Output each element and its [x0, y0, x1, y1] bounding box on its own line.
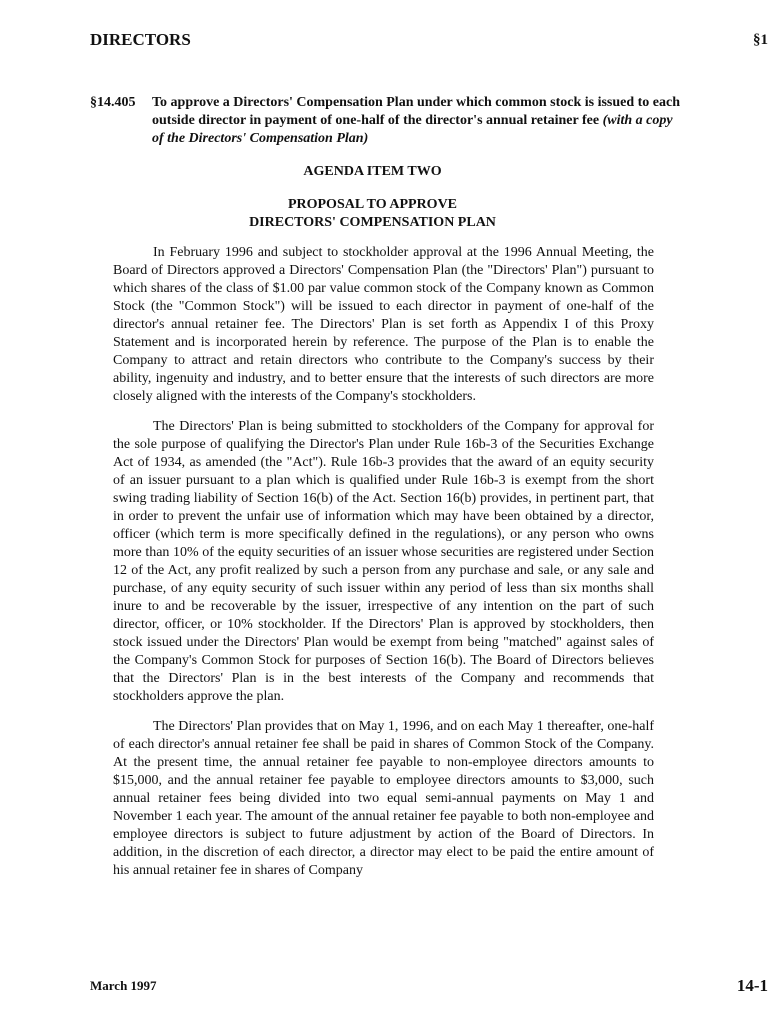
page-header-section: §1 [753, 32, 768, 48]
proposal-line-1: PROPOSAL TO APPROVE [287, 197, 458, 212]
footer-page-number: 14-1 [736, 976, 768, 995]
agenda-heading: AGENDA ITEM TWO [303, 164, 442, 179]
paragraph-2: The Directors' Plan is being submitted to stockholders of the Company for approval for the sole purpose of qualifying the Director's Plan under Rule 16b-3 of the Securities Exchange Act of 1934, as amended (the "Act"). Rule 16b-3 provides that the award of an equity security of an issuer pursuant to a plan which is qualified under Rule 16b-3 is exempt from the short swing trading liability of Section 16(b) of the Act. Section 16(b) provides, in pertinent part, that in order to prevent the unfair use of information which may have been obtained by a director, officer (which term is more specifically defined in the regulations), or any person who owns more than 10% of the equity securities of an issuer whose securities are registered under Section 12 of the Act, any profit realized by such a person from any purchase and sale, or any sale and purchase, of any equity security of such issuer within any period of less than six months shall inure to and be recoverable by the issuer, irrespective of any intention on the part of such director, officer, or 10% stockholder. If the Directors' Plan is approved by stockholders, then stock issued under the Directors' Plan would be exempt from being "matched" against sales of the Company's Common Stock for purposes of Section 16(b). The Board of Directors believes that the Directors' Plan is in the best interests of the Company and recommends that stockholders approve the plan. [113, 419, 654, 704]
page-header-title: DIRECTORS [90, 30, 191, 49]
section-title-italic: (with a copy of the Directors' Compensation Plan) [152, 113, 673, 146]
section-number: §14.405 [90, 95, 136, 110]
body-text [113, 244, 654, 892]
paragraph-3: The Directors' Plan provides that on May 1, 1996, and on each May 1 thereafter, one-half of each director's annual retainer fee shall be paid in shares of Common Stock of the Company. At the present time, the annual retainer fee payable to non-employee directors amounts to $15,000, and the annual retainer fee payable to employee directors amounts to $3,000, such annual retainer fees being divided into two equal semi-annual payments on May 1 and November 1 each year. The amount of the annual retainer fee payable to both non-employee and employee directors is subject to future adjustment by action of the Board of Directors. In addition, in the discretion of each director, a director may elect to be paid the entire amount of his annual retainer fee in shares of Company [113, 719, 654, 878]
section-title: To approve a Directors' Compensation Plan under which common stock is issued to each outside director in payment of one-half of the director's annual retainer fee [152, 95, 681, 128]
paragraph-1: In February 1996 and subject to stockholder approval at the 1996 Annual Meeting, the Board of Directors approved a Directors' Compensation Plan (the "Directors' Plan") pursuant to which shares of the class of $1.00 par value common stock of the Company known as Common Stock (the "Common Stock") will be issued to each director in payment of one-half of the director's annual retainer fee. The Directors' Plan is set forth as Appendix I of this Proxy Statement and is incorporated herein by reference. The purpose of the Plan is to enable the Company to attract and retain directors who contribute to the Company's success by their ability, ingenuity and industry, and to better ensure that the interests of such directors are more closely aligned with the interests of the Company's stockholders. [113, 245, 654, 404]
proposal-line-2: DIRECTORS' COMPENSATION PLAN [249, 215, 496, 230]
proposal-heading [90, 196, 655, 232]
section-heading [90, 94, 680, 148]
footer-date: March 1997 [90, 978, 157, 993]
